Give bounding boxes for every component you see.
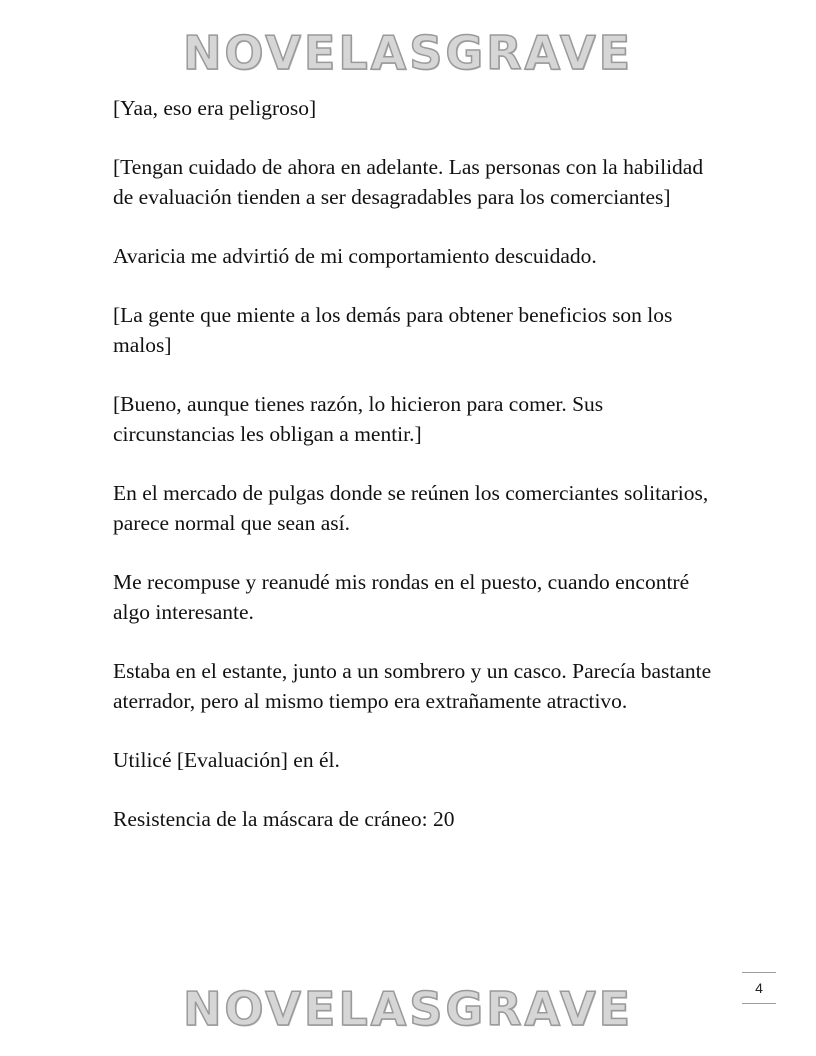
paragraph: Utilicé [Evaluación] en él. (113, 748, 340, 772)
paragraph: [Yaa, eso era peligroso] (113, 96, 317, 120)
paragraph: Estaba en el estante, junto a un sombrero y un casco. Parecía bastante aterrador, pero al mismo tiempo era extrañamente atractivo. (113, 659, 712, 713)
header-watermark-logo: NOVELASGRAVE (182, 26, 634, 80)
paragraph: Avaricia me advirtió de mi comportamiento descuidado. (113, 244, 597, 268)
paragraph: Resistencia de la máscara de cráneo: 20 (113, 807, 455, 831)
page-number: 4 (742, 972, 776, 1004)
paragraph: [Bueno, aunque tienes razón, lo hicieron para comer. Sus circunstancias les obligan a mentir.] (113, 392, 604, 446)
paragraph: [Tengan cuidado de ahora en adelante. Las personas con la habilidad de evaluación tienden a ser desagradables para los comerciantes] (113, 155, 704, 209)
paragraph: En el mercado de pulgas donde se reúnen los comerciantes solitarios, parece normal que sean así. (113, 481, 709, 535)
paragraph: [La gente que miente a los demás para obtener beneficios son los malos] (113, 303, 673, 357)
footer-watermark-logo: NOVELASGRAVE (182, 982, 634, 1036)
page-body (113, 93, 723, 863)
paragraph: Me recompuse y reanudé mis rondas en el puesto, cuando encontré algo interesante. (113, 570, 690, 624)
